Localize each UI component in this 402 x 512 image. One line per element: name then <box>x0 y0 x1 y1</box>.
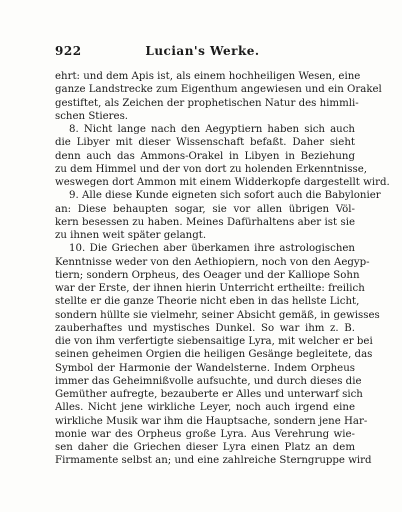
text-line: Alles. Nicht jene wirkliche Leyer, noch auch irgend eine <box>55 402 355 414</box>
text-line: zauberhaftes und mystisches Dunkel. So war ihm z. B. <box>55 322 355 334</box>
text-line: kern besessen zu haben. Meines Dafürhaltens aber ist sie <box>55 216 355 228</box>
text-line: Firmamente selbst an; und eine zahlreiche Sterngruppe wird <box>55 455 372 467</box>
text-line: schen Stieres. <box>55 110 129 122</box>
text-line: denn auch das Ammons-Orakel in Libyen in Beziehung <box>55 150 355 162</box>
text-line: die Libyer mit dieser Wissenschaft befaßt. Daher sieht <box>55 137 355 149</box>
text-line: tiern; sondern Orpheus, des Oeager und der Kalliope Sohn <box>55 269 360 281</box>
paragraph-start-line: 8. Nicht lange nach den Aegyptiern haben sich auch <box>69 124 355 135</box>
text-line: stellte er die ganze Theorie nicht eben in das hellste Licht, <box>55 296 360 308</box>
text-line: seinen geheimen Orgien die heiligen Gesänge begleitete, das <box>55 349 373 361</box>
page-header <box>55 44 350 58</box>
page-number: 922 <box>55 44 82 58</box>
paragraph-start-line: 10. Die Griechen aber überkamen ihre astrologischen <box>69 243 355 255</box>
text-line: immer das Geheimnißvolle aufsuchte, und durch dieses die <box>55 375 362 387</box>
text-line: Symbol der Harmonie der Wandelsterne. Indem Orpheus <box>55 362 355 374</box>
text-line: Kenntnisse weder von den Aethiopiern, noch von den Aegyp- <box>55 256 370 268</box>
text-line: Gemüther aufregte, bezauberte er Alles und unterwarf sich <box>55 389 363 400</box>
text-line: ehrt: und dem Apis ist, als einem hochheiligen Wesen, eine <box>55 71 361 82</box>
text-line: gestiftet, als Zeichen der prophetischen Natur des himmli- <box>55 97 359 109</box>
running-title: Lucian's Werke. <box>145 44 260 58</box>
text-line: sen daher die Griechen dieser Lyra einen Platz an dem <box>55 442 355 453</box>
text-line: zu ihnen weit später gelangt. <box>55 230 207 241</box>
text-line: weswegen dort Ammon mit einem Widderkopfe dargestellt wird. <box>55 177 390 188</box>
text-line: an: Diese behaupten sogar, sie vor allen übrigen Völ- <box>55 203 355 215</box>
text-line: wirkliche Musik war ihm die Hauptsache, sondern jene Har- <box>55 415 368 427</box>
text-line: sondern hüllte sie vielmehr, seiner Absicht gemäß, in gewisses <box>55 309 380 321</box>
body-text <box>55 70 390 468</box>
text-line: die von ihm verfertigte siebensaitige Lyra, mit welcher er bei <box>55 336 373 347</box>
text-line: monie war des Orpheus große Lyra. Aus Verehrung wie- <box>55 428 355 440</box>
paragraph-start-line: 9. Alle diese Kunde eigneten sich sofort auch die Babylonier <box>69 190 381 202</box>
text-line: ganze Landstrecke zum Eigenthum angewiesen und ein Orakel <box>55 84 382 96</box>
text-line: war der Erste, der ihnen hierin Unterricht ertheilte: freilich <box>55 283 365 294</box>
text-line: zu dem Himmel und der von dort zu holenden Erkenntnisse, <box>55 163 368 175</box>
